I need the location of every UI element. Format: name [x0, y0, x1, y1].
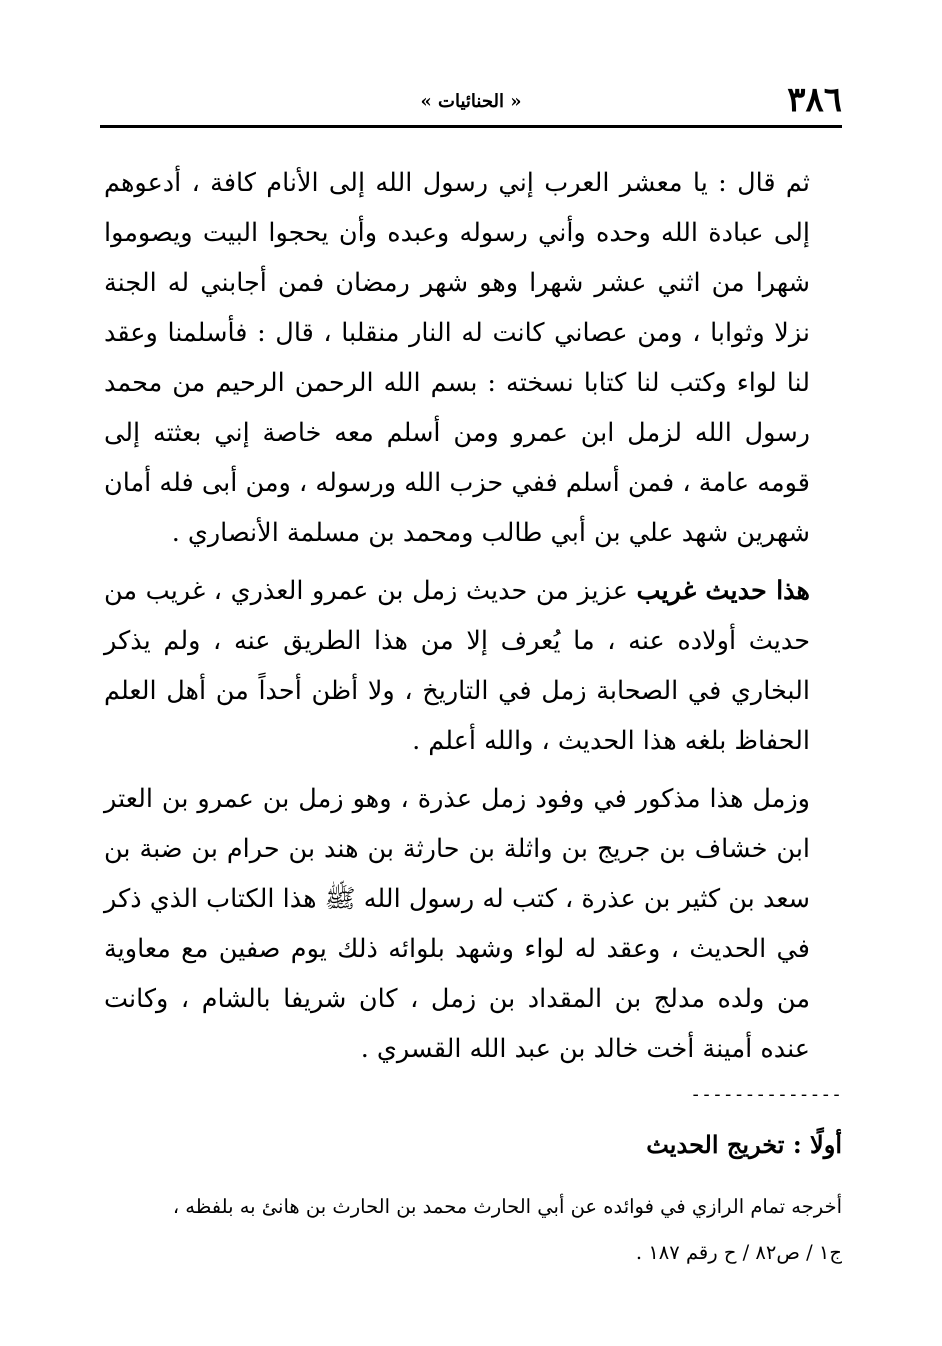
- footnote-line-1: أخرجه تمام الرازي في فوائده عن أبي الحارث محمد بن الحارث بن هانئ به بلفظه ،: [172, 1195, 842, 1218]
- page-number: ٣٨٦: [787, 80, 842, 120]
- footnote-text: [100, 1184, 842, 1276]
- footnote-heading: أولًا : تخريج الحديث: [646, 1130, 842, 1159]
- grading-text: عزيز من حديث زمل بن عمرو العذري ، غريب من حديث أولاده عنه ، ما يُعرف إلا من هذا الطريق عنه ، ولم يذكر البخاري في الصحابة زمل في التاريخ ، ولا أظن أحداً من أهل العلم الحفاظ بلغه هذا الحديث ، والله أعلم .: [104, 576, 810, 756]
- footnote-separator: --------------: [690, 1085, 842, 1105]
- paragraph-hadith-grading: [104, 566, 810, 766]
- footnote-line-2: ج١ / ص٨٢ / ح رقم ١٨٧ .: [635, 1241, 842, 1264]
- paragraph-narrator-bio: وزمل هذا مذكور في وفود زمل عذرة ، وهو زمل بن عمرو بن العتر ابن خشاف بن جريج بن واثلة بن حارثة بن هند بن حرام بن ضبة بن سعد بن كثير بن عذرة ، كتب له رسول الله ﷺ هذا الكتاب الذي ذكر في الحديث ، وعقد له لواء وشهد بلوائه ذلك يوم صفين مع معاوية من ولده مدلج بن المقداد بن زمل ، كان شريفا بالشام ، وكانت عنده أمينة أخت خالد بن عبد الله القسري .: [104, 784, 810, 1064]
- page-header: [100, 82, 842, 126]
- main-text: [104, 158, 810, 1074]
- paragraph-hadith-text: ثم قال : يا معشر العرب إني رسول الله إلى الأنام كافة ، أدعوهم إلى عبادة الله وحده وأني رسوله وعبده وأن يحجوا البيت ويصوموا شهرا من اثني عشر شهرا وهو شهر رمضان فمن أجابني له الجنة نزلا وثوابا ، ومن عصاني كانت له النار منقلبا ، قال : فأسلمنا وعقد لنا لواء وكتب لنا كتابا نسخته : بسم الله الرحمن الرحيم من محمد رسول الله لزمل ابن عمرو ومن أسلم معه خاصة إني بعثته إلى قومه عامة ، فمن أسلم ففي حزب الله ورسوله ، ومن أبى فله أمان شهرين شهد علي بن أبي طالب ومحمد بن مسلمة الأنصاري .: [104, 168, 810, 548]
- running-title: « الحنائيات »: [420, 91, 522, 112]
- grading-lead: هذا حديث غريب: [636, 576, 811, 606]
- header-rule: [100, 125, 842, 128]
